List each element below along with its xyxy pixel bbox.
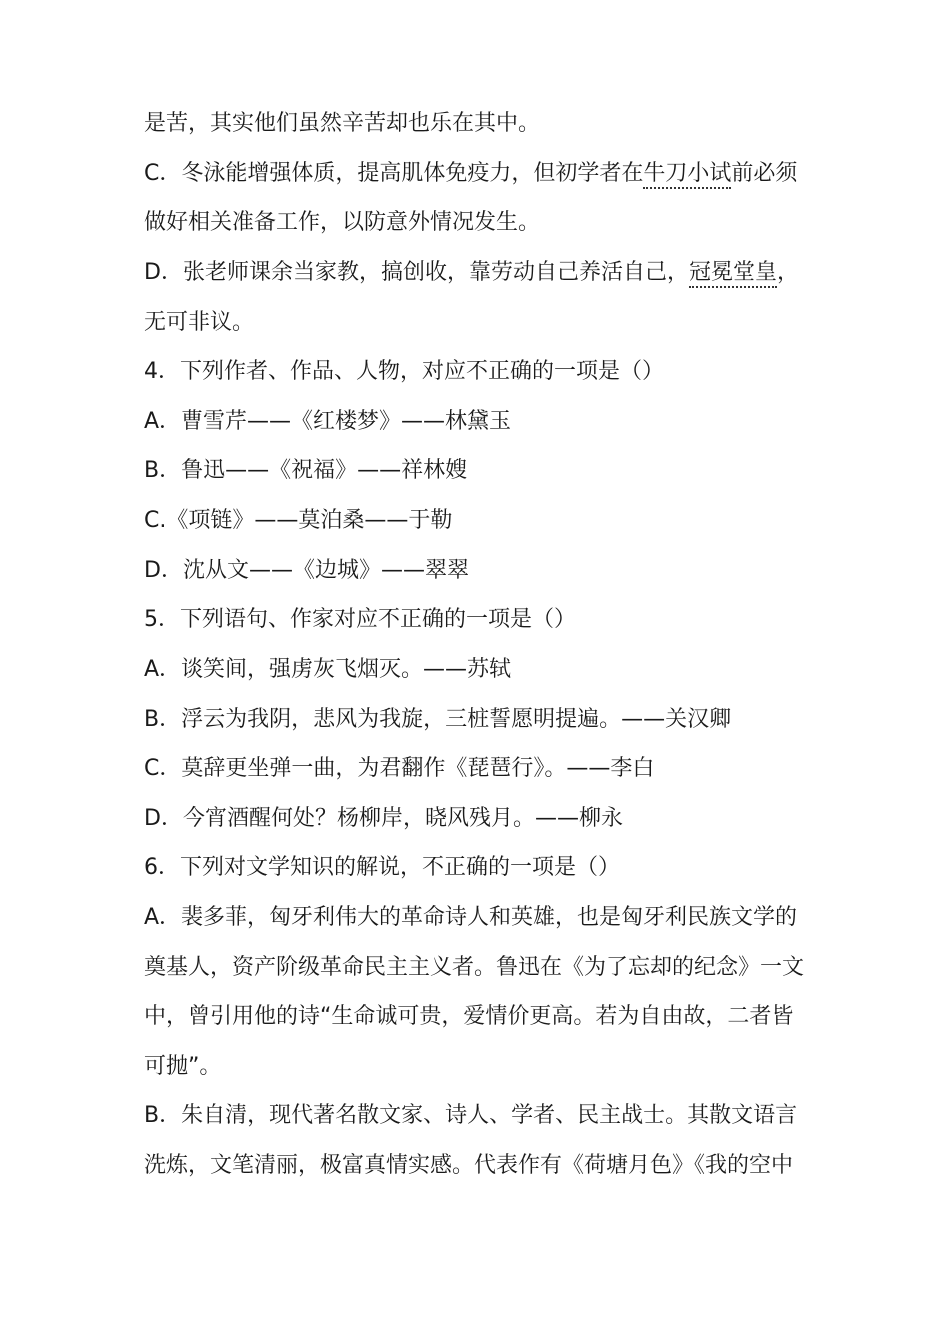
text-line: 做好相关准备工作，以防意外情况发生。	[144, 210, 541, 235]
text-line: 是苦，其实他们虽然辛苦却也乐在其中。	[144, 111, 541, 136]
option-c-text-tail: 前必须	[731, 161, 798, 186]
q5-option-d: D．今宵酒醒何处？杨柳岸，晓风残月。——柳永	[144, 806, 623, 831]
q6-option-b: B．朱自清，现代著名散文家、诗人、学者、民主战士。其散文语言	[144, 1103, 798, 1128]
option-c-text: C．冬泳能增强体质，提高肌体免疫力，但初学者在	[144, 161, 644, 186]
text-line: 奠基人，资产阶级革命民主主义者。鲁迅在《为了忘却的纪念》一文	[144, 955, 805, 980]
text-line: 可抛”。	[144, 1054, 222, 1079]
text-line: 洗炼，文笔清丽，极富真情实感。代表作有《荷塘月色》《我的空中	[144, 1153, 794, 1178]
q4-option-d: D．沈从文——《边城》——翠翠	[144, 558, 469, 583]
q5-option-a: A．谈笑间，强虏灰飞烟灭。——苏轼	[144, 657, 512, 682]
q5-option-b: B．浮云为我阴，悲风为我旋，三桩誓愿明提遍。——关汉卿	[144, 707, 732, 732]
q4-option-c: C.《项链》——莫泊桑——于勒	[144, 508, 453, 533]
question-6: 6．下列对文学知识的解说，不正确的一项是（）	[144, 855, 620, 880]
option-d-text-tail: ，	[776, 260, 799, 285]
q5-option-c: C．莫辞更坐弹一曲，为君翻作《琵琶行》。——李白	[144, 756, 655, 781]
text-line: 中，曾引用他的诗“生命诚可贵，爱情价更高。若为自由故，二者皆	[144, 1004, 794, 1029]
option-d-line	[144, 258, 799, 288]
idiom-underlined: 冠冕堂皇	[689, 260, 777, 288]
question-4: 4．下列作者、作品、人物，对应不正确的一项是（）	[144, 359, 664, 384]
idiom-underlined: 牛刀小试	[643, 161, 731, 189]
text-line: 无可非议。	[144, 310, 255, 335]
q4-option-b: B．鲁迅——《祝福》——祥林嫂	[144, 458, 468, 483]
option-d-text: D．张老师课余当家教，搞创收，靠劳动自己养活自己，	[144, 260, 689, 285]
question-5: 5．下列语句、作家对应不正确的一项是（）	[144, 607, 576, 632]
q6-option-a: A．裴多菲，匈牙利伟大的革命诗人和英雄，也是匈牙利民族文学的	[144, 905, 798, 930]
q4-option-a: A．曹雪芹——《红楼梦》——林黛玉	[144, 409, 512, 434]
option-c-line	[144, 159, 797, 189]
